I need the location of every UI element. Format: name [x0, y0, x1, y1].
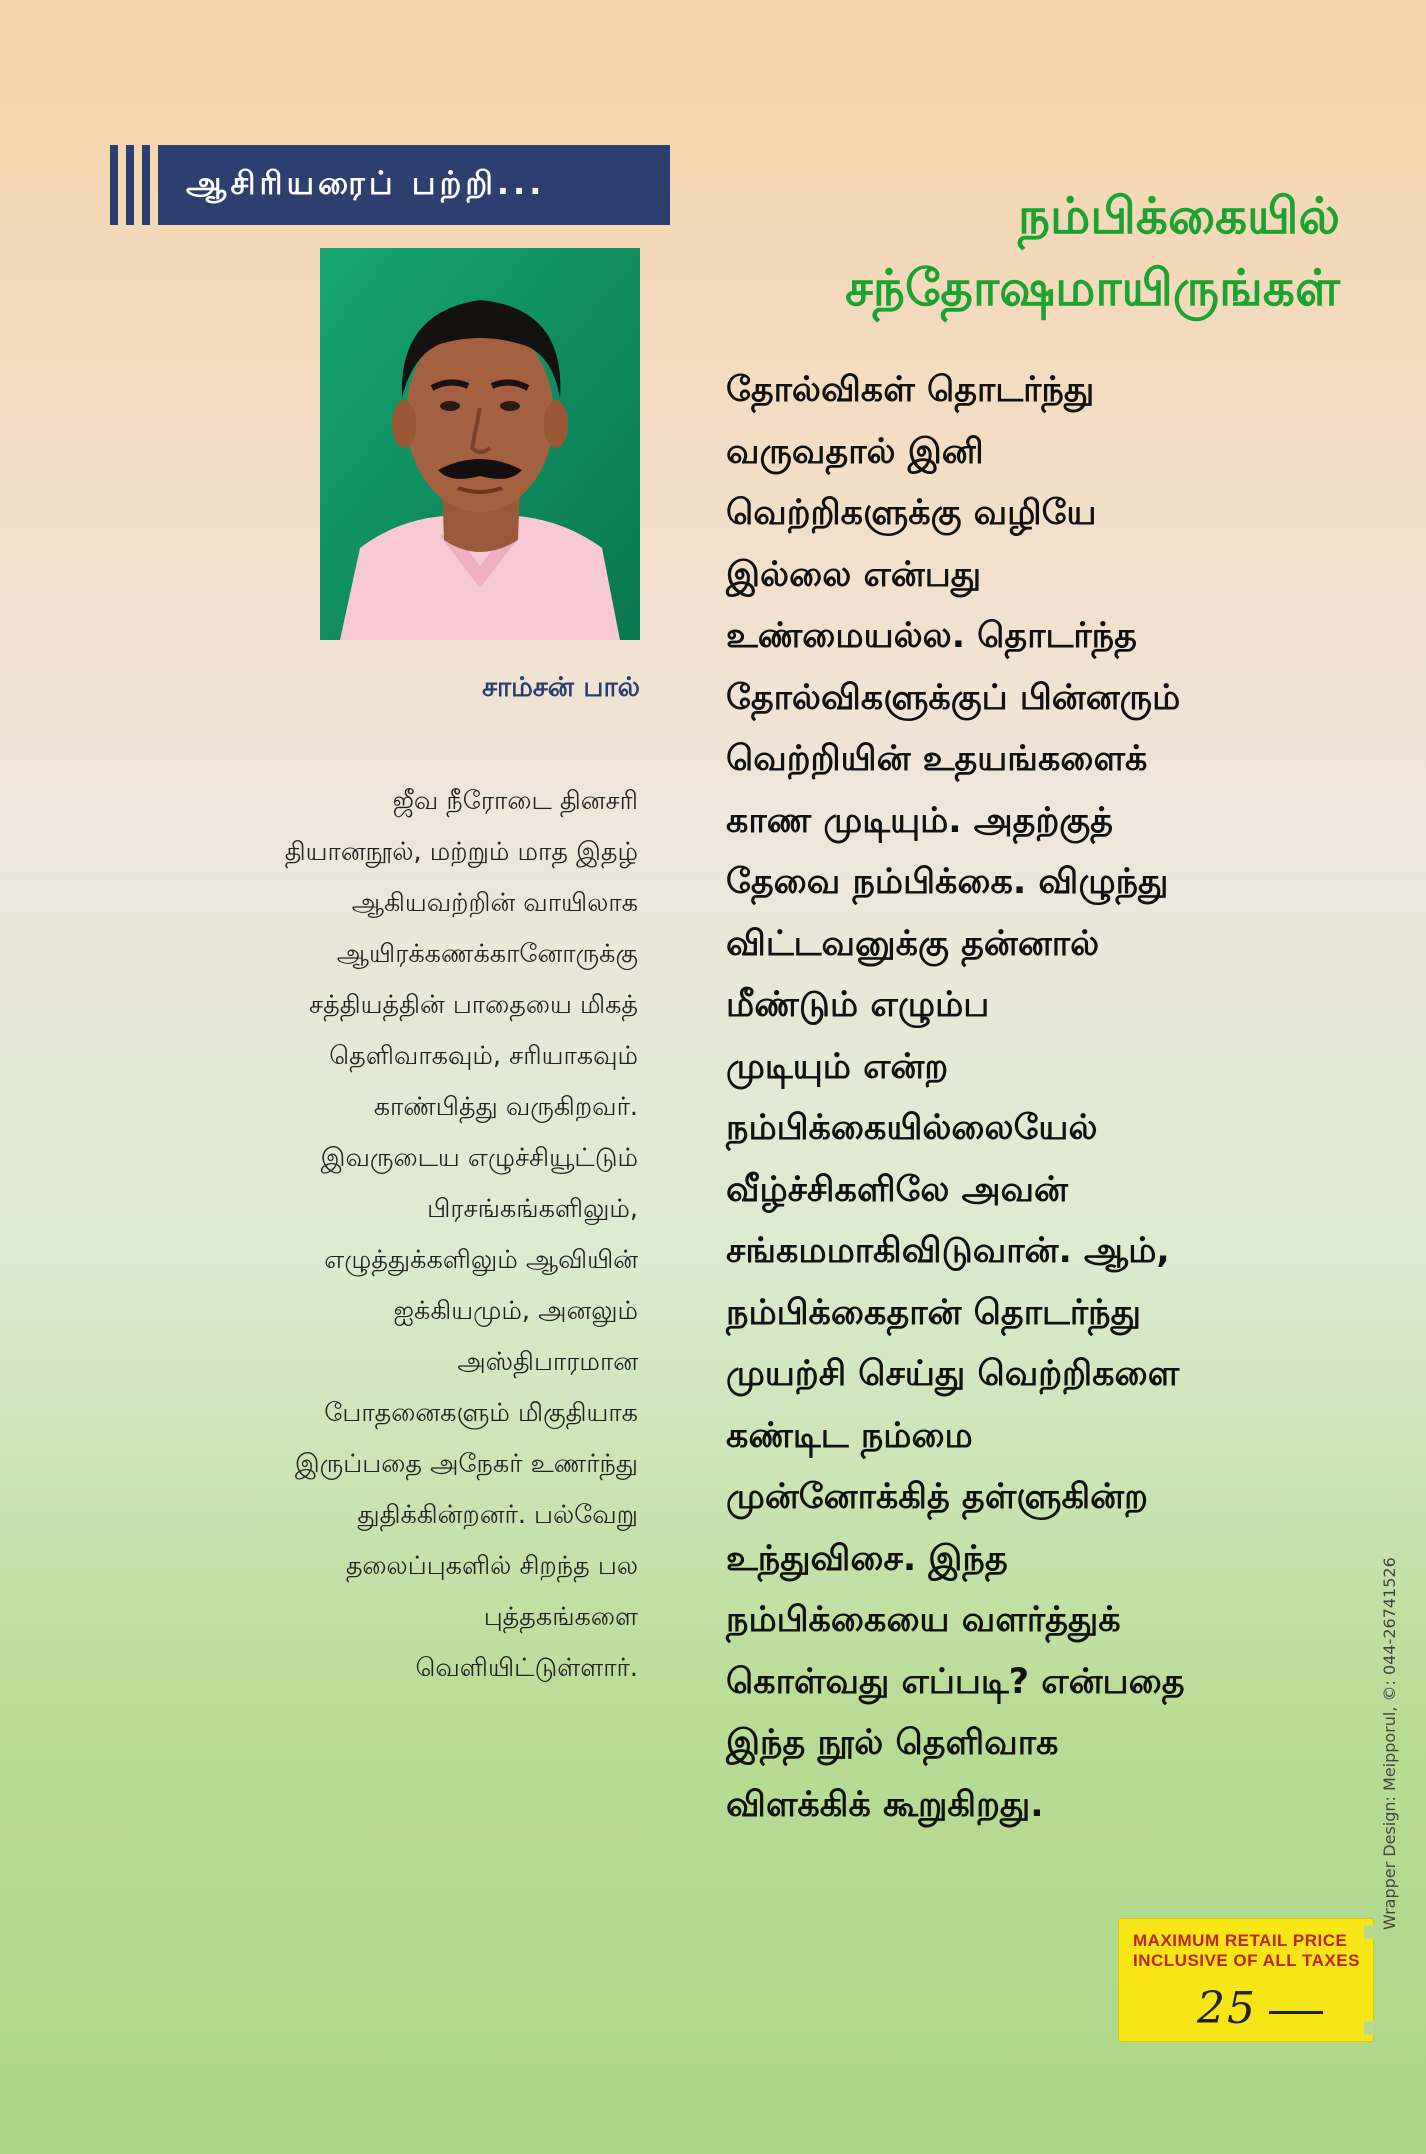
price-value: 25 [1197, 1983, 1257, 2034]
bio-line: தலைப்புகளில் சிறந்த பல [345, 1551, 638, 1581]
author-photo-image [320, 248, 640, 640]
bio-line: எழுத்துக்களிலும் ஆவியின் [324, 1245, 638, 1275]
bio-line: ஆயிரக்கணக்கானோருக்கு [336, 939, 638, 969]
description-line: உண்மையல்ல. தொடர்ந்த [726, 616, 1137, 656]
wrapper-design-credits: Wrapper Design: Meipporul, ©: 044-26741526 [1380, 1557, 1399, 1930]
description-line: மீண்டும் எழும்ப [726, 985, 990, 1025]
description-line: வருவதால் இனி [726, 431, 984, 472]
description-line: வீழ்ச்சிகளிலே அவன் [726, 1169, 1068, 1210]
book-title-line-2: சந்தோஷமாயிருங்கள் [845, 259, 1340, 317]
author-photo [320, 248, 640, 640]
description-line: இந்த நூல் தெளிவாக [726, 1723, 1059, 1763]
bio-line: காண்பித்து வருகிறவர். [373, 1092, 638, 1122]
bio-line: ஐக்கியமும், அனலும் [393, 1296, 638, 1326]
bio-line: பிரசங்கங்களிலும், [427, 1194, 638, 1224]
bio-line: அஸ்திபாரமான [457, 1347, 638, 1377]
bio-line: ஆகியவற்றின் வாயிலாக [351, 888, 638, 918]
bio-line: போதனைகளும் மிகுதியாக [324, 1398, 638, 1428]
about-author-header [158, 145, 670, 225]
sticker-notch [1364, 2021, 1374, 2035]
bio-line: சத்தியத்தின் பாதையை மிகத் [309, 990, 638, 1020]
description-line: நம்பிக்கையை வளர்த்துக் [726, 1600, 1121, 1640]
bio-line: இவருடைய எழுச்சியூட்டும் [320, 1143, 638, 1173]
about-author-header-text: ஆசிரியரைப் பற்றி... [186, 164, 546, 202]
bio-line: ஜீவ நீரோடை தினசரி [392, 786, 638, 816]
header-stripes [110, 145, 150, 225]
bio-line: இருப்பதை அநேகர் உணர்ந்து [294, 1449, 638, 1479]
description-line: நம்பிக்கையில்லையேல் [726, 1108, 1098, 1148]
price-underline [1269, 2011, 1323, 2014]
book-title [720, 180, 1340, 324]
bio-line: தியானநூல், மற்றும் மாத இதழ் [284, 837, 638, 867]
mrp-label-line-1: MAXIMUM RETAIL PRICE [1133, 1931, 1348, 1950]
description-line: தேவை நம்பிக்கை. விழுந்து [726, 862, 1169, 902]
description-line: வெற்றிகளுக்கு வழியே [726, 493, 1097, 533]
description-line: முன்னோக்கித் தள்ளுகின்ற [726, 1477, 1148, 1517]
description-line: விட்டவனுக்கு தன்னால் [726, 923, 1100, 964]
description-line: நம்பிக்கைதான் தொடர்ந்து [726, 1292, 1141, 1333]
description-line: காண முடியும். அதற்குத் [726, 800, 1113, 841]
bio-line: துதிக்கின்றனர். பல்வேறு [357, 1500, 638, 1530]
description-line: முயற்சி செய்து வெற்றிகளை [726, 1354, 1180, 1394]
description-line: கொள்வது எப்படி? என்பதை [726, 1661, 1185, 1702]
bio-line: தெளிவாகவும், சரியாகவும் [329, 1041, 638, 1071]
price-sticker [1118, 1918, 1374, 2042]
description-line: தோல்விகளுக்குப் பின்னரும் [726, 677, 1181, 718]
description-line: விளக்கிக் கூறுகிறது. [726, 1784, 1044, 1825]
description-line: சங்கமமாகிவிடுவான். ஆம், [726, 1231, 1170, 1271]
book-title-line-1: நம்பிக்கையில் [1017, 187, 1340, 245]
description-line: முடியும் என்ற [726, 1046, 949, 1087]
description-line: வெற்றியின் உதயங்களைக் [726, 739, 1148, 779]
bio-line: புத்தகங்களை [483, 1602, 638, 1632]
author-name: சாம்சன் பால் [482, 672, 640, 703]
mrp-label-line-2: INCLUSIVE OF ALL TAXES [1133, 1951, 1360, 1970]
author-bio [160, 776, 638, 1694]
book-description [726, 360, 1346, 1836]
description-line: இல்லை என்பது [726, 554, 982, 595]
description-line: தோல்விகள் தொடர்ந்து [726, 370, 1095, 410]
description-line: கண்டிட நம்மை [726, 1415, 973, 1456]
sticker-notch [1364, 1925, 1374, 1939]
description-line: உந்துவிசை. இந்த [726, 1538, 1008, 1579]
bio-line: வெளியிட்டுள்ளார். [415, 1653, 638, 1683]
